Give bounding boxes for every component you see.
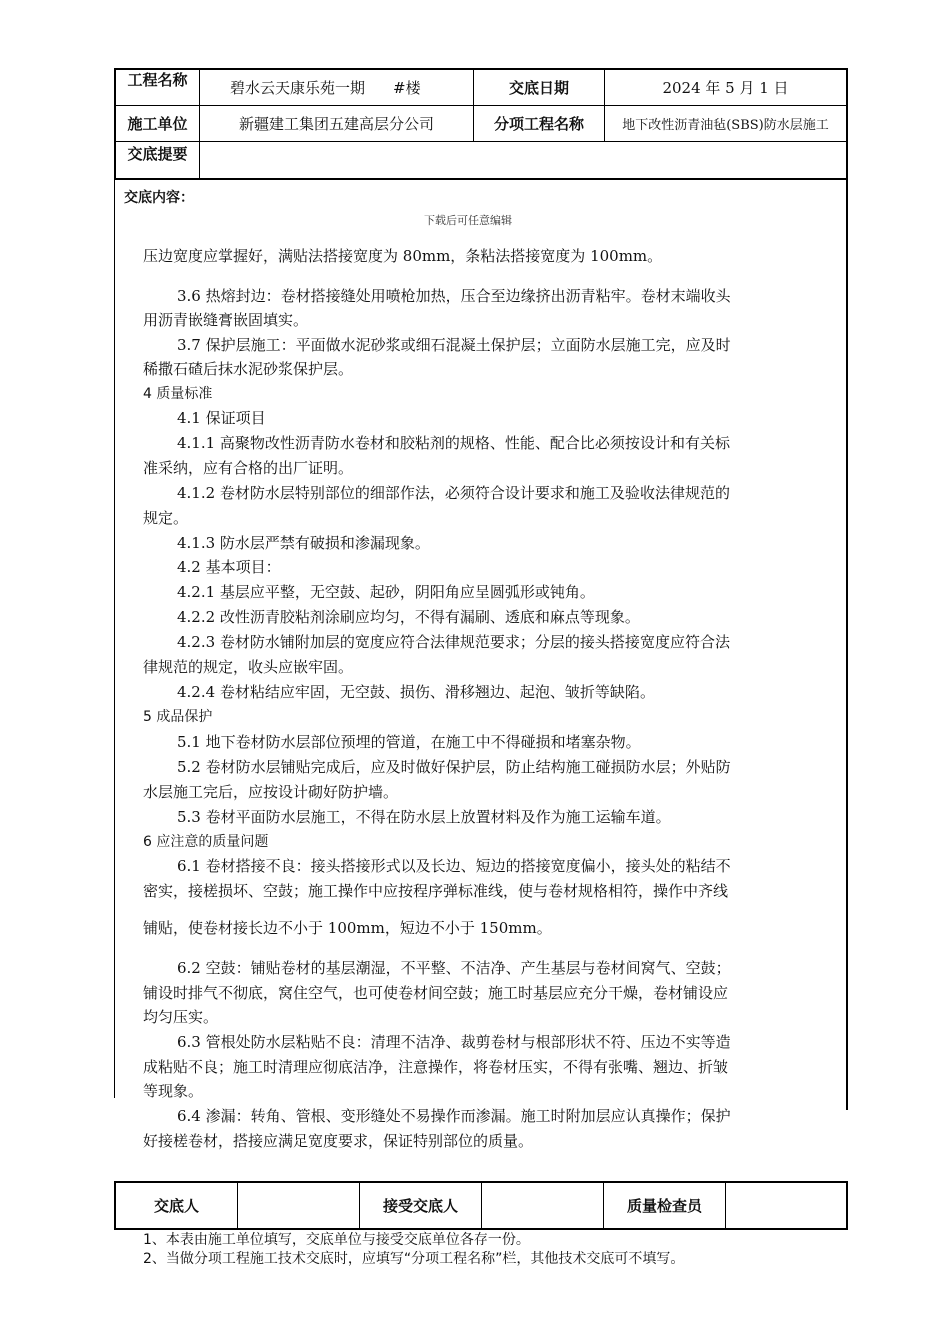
content-line: 6.1 卷材搭接不良：接头搭接形式以及长边、短边的搭接宽度偏小，接头处的粘结不 bbox=[177, 857, 731, 875]
project-name-text: 碧水云天康乐苑一期 bbox=[230, 79, 366, 97]
building-no: #楼 bbox=[393, 79, 421, 97]
date-value: 2024 年 5 月 1 日 bbox=[662, 79, 789, 97]
content-line: 4.1.3 防水层严禁有破损和渗漏现象。 bbox=[177, 534, 430, 552]
content-line: 4.2 基本项目： bbox=[177, 558, 281, 576]
content-line: 6.4 渗漏：转角、管根、变形缝处不易操作而渗漏。施工时附加层应认真操作；保护 bbox=[177, 1107, 731, 1125]
footer-divider-3 bbox=[481, 1181, 482, 1230]
content-line: 铺设时排气不彻底，窝住空气，也可使卷材间空鼓；施工时基层应充分干燥，卷材铺设应 bbox=[143, 984, 729, 1002]
content-line: 密实，接槎损坏、空鼓；施工操作中应按程序弹标准线，使与卷材规格相符，操作中齐线 bbox=[143, 882, 729, 900]
content-line: 5.2 卷材防水层铺贴完成后，应及时做好保护层，防止结构施工碰损防水层；外贴防 bbox=[177, 758, 731, 776]
unit-label: 施工单位 bbox=[127, 115, 188, 133]
content-line: 律规范的规定，收头应嵌牢固。 bbox=[143, 658, 354, 676]
content-line: 规定。 bbox=[143, 509, 189, 527]
header-row2-border bbox=[114, 141, 848, 142]
presenter-label: 交底人 bbox=[153, 1197, 199, 1215]
content-line: 4.1.2 卷材防水层特别部位的细部作法，必须符合设计要求和施工及验收法律规范的 bbox=[177, 484, 730, 502]
content-line: 5.3 卷材平面防水层施工，不得在防水层上放置材料及作为施工运输车道。 bbox=[177, 808, 671, 826]
content-line: 5.1 地下卷材防水层部位预埋的管道，在施工中不得碰损和堵塞杂物。 bbox=[177, 733, 641, 751]
content-line: 3.7 保护层施工：平面做水泥砂浆或细石混凝土保护层；立面防水层施工完，应及时 bbox=[177, 336, 731, 354]
content-line: 4.2.1 基层应平整，无空鼓、起砂，阴阳角应呈圆弧形或钝角。 bbox=[177, 583, 595, 601]
footer-right-border bbox=[846, 1181, 848, 1230]
section-heading: 4 质量标准 bbox=[143, 386, 213, 402]
content-line: 铺贴，使卷材接长边不小于 100mm，短边不小于 150mm。 bbox=[143, 919, 552, 937]
content-line: 4.2.2 改性沥青胶粘剂涂刷应均匀，不得有漏刷、透底和麻点等现象。 bbox=[177, 608, 640, 626]
watermark-text: 下载后可任意编辑 bbox=[424, 214, 512, 227]
header-right-border bbox=[846, 68, 848, 1110]
sub-project-value: 地下改性沥青油毡(SBS)防水层施工 bbox=[622, 118, 829, 133]
footer-divider-5 bbox=[725, 1181, 726, 1230]
content-line: 压边宽度应掌握好，满贴法搭接宽度为 80mm，条粘法搭接宽度为 100mm。 bbox=[143, 247, 663, 265]
content-line: 准采纳，应有合格的出厂证明。 bbox=[143, 459, 354, 477]
content-line: 均匀压实。 bbox=[143, 1008, 219, 1026]
section-heading: 6 应注意的质量问题 bbox=[143, 834, 269, 850]
content-line: 稀撒石碴后抹水泥砂浆保护层。 bbox=[143, 360, 354, 378]
content-line: 成粘贴不良；施工时清理应彻底洁净，注意操作，将卷材压实，不得有张嘴、翘边、折皱 bbox=[143, 1058, 729, 1076]
content-line: 等现象。 bbox=[143, 1082, 204, 1100]
project-name-label: 工程名称 bbox=[127, 70, 188, 89]
content-line: 3.6 热熔封边：卷材搭接缝处用喷枪加热，压合至边缘挤出沥青粘牢。卷材末端收头 bbox=[177, 287, 731, 305]
summary-label: 交底提要 bbox=[127, 144, 188, 163]
receiver-label: 接受交底人 bbox=[382, 1197, 458, 1215]
content-line: 4.1.1 高聚物改性沥青防水卷材和胶粘剂的规格、性能、配合比必须按设计和有关标 bbox=[177, 434, 730, 452]
unit-value: 新疆建工集团五建高层分公司 bbox=[238, 115, 434, 133]
content-line: 6.3 管根处防水层粘贴不良：清理不洁净、裁剪卷材与根部形状不符、压边不实等造 bbox=[177, 1033, 731, 1051]
section-heading: 5 成品保护 bbox=[143, 709, 213, 725]
content-line: 好接槎卷材，搭接应满足宽度要求，保证特别部位的质量。 bbox=[143, 1132, 534, 1150]
content-line: 4.2.4 卷材粘结应牢固，无空鼓、损伤、滑移翘边、起泡、皱折等缺陷。 bbox=[177, 683, 655, 701]
footer-divider-1 bbox=[237, 1181, 238, 1230]
content-line: 水层施工完后，应按设计砌好防护墙。 bbox=[143, 783, 399, 801]
content-label: 交底内容： bbox=[124, 190, 194, 206]
content-line: 用沥青嵌缝膏嵌固填实。 bbox=[143, 311, 309, 329]
content-left-border bbox=[114, 178, 115, 1098]
content-line: 6.2 空鼓：铺贴卷材的基层潮湿，不平整、不洁净、产生基层与卷材间窝气、空鼓； bbox=[177, 959, 731, 977]
inspector-label: 质量检查员 bbox=[626, 1197, 702, 1215]
project-name-value bbox=[200, 70, 473, 105]
date-label: 交底日期 bbox=[508, 79, 569, 97]
content-line: 4.2.3 卷材防水铺附加层的宽度应符合法律规范要求；分层的接头搭接宽度应符合法 bbox=[177, 633, 730, 651]
content-line: 4.1 保证项目 bbox=[177, 409, 266, 427]
sub-project-label: 分项工程名称 bbox=[493, 115, 584, 133]
footnote-1: 1、本表由施工单位填写，交底单位与接受交底单位各存一份。 bbox=[143, 1232, 530, 1248]
footnote-2: 2、当做分项工程施工技术交底时，应填写“分项工程名称”栏，其他技术交底可不填写。 bbox=[143, 1251, 685, 1267]
header-row3-border bbox=[114, 178, 848, 180]
